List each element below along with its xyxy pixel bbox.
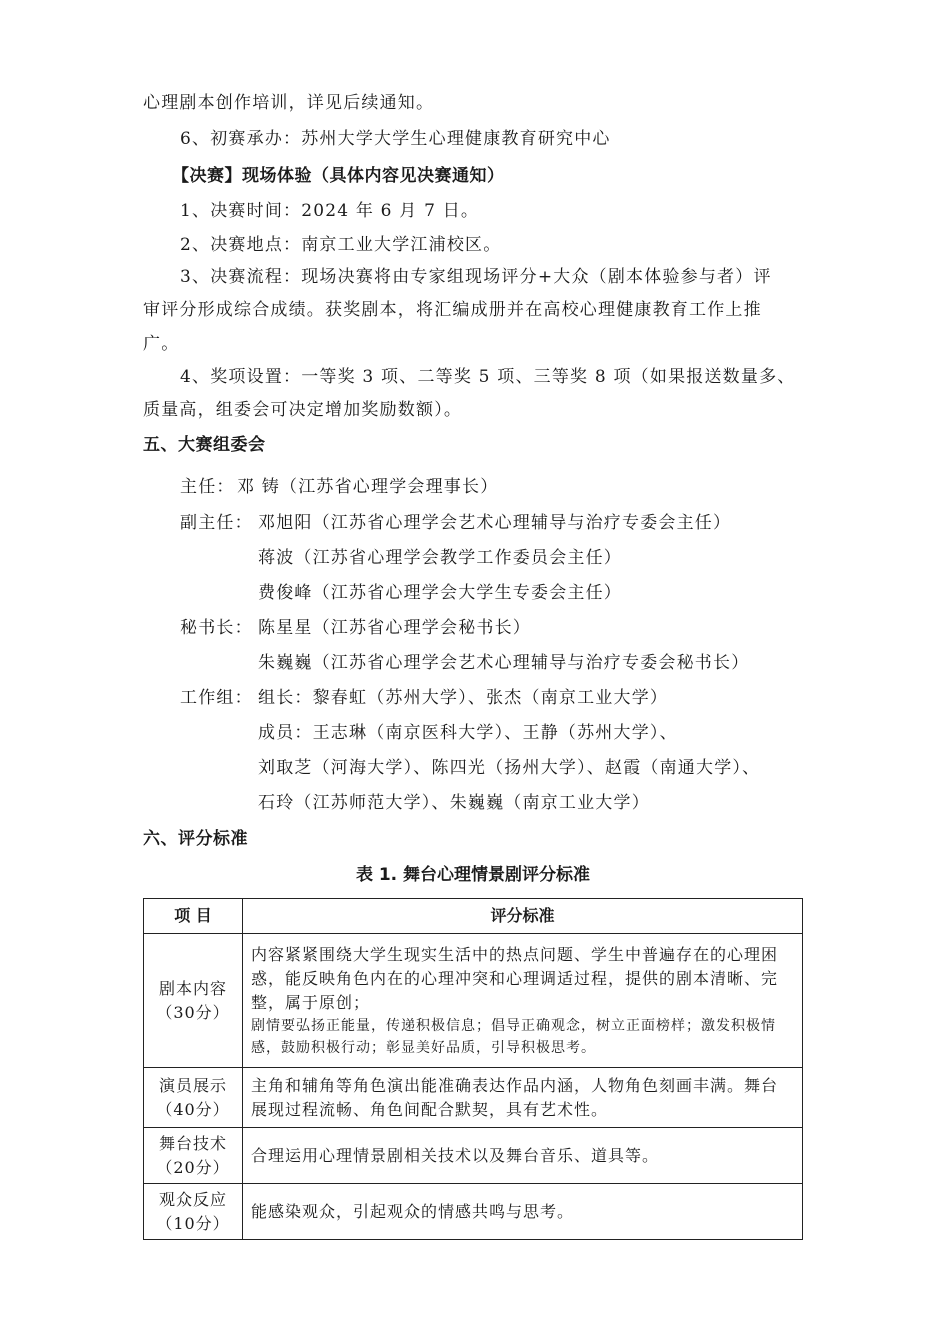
- training-note: 心理剧本创作培训，详见后续通知。: [143, 93, 435, 113]
- table-row: [144, 1068, 803, 1128]
- final-place: 2、决赛地点：南京工业大学江浦校区。: [180, 235, 502, 255]
- table-row: [144, 1184, 803, 1240]
- prelim-host: 6、初赛承办：苏州大学大学生心理健康教育研究中心: [180, 129, 611, 149]
- item-name: 观众反应: [158, 1189, 227, 1209]
- criteria-text: 内容紧紧围绕大学生现实生活中的热点问题、学生中普遍存在的心理困惑，能反映角色内在的心理冲突和心理调适过程，提供的剧本清晰、完整，属于原创；: [251, 944, 779, 1012]
- item-points: （30分）: [156, 1002, 230, 1022]
- vice-director-1: 邓旭阳（江苏省心理学会艺术心理辅导与治疗专委会主任）: [258, 513, 732, 533]
- table-caption: 表 1. 舞台心理情景剧评分标准: [355, 865, 591, 885]
- final-awards: 4、奖项设置：一等奖 3 项、二等奖 5 项、三等奖 8 项（如果报送数量多、: [180, 367, 796, 387]
- header-item: 项 目: [144, 899, 243, 934]
- item-cell: [144, 1068, 243, 1128]
- criteria-cell: 能感染观众，引起观众的情感共鸣与思考。: [243, 1184, 803, 1240]
- header-criteria: 评分标准: [243, 899, 803, 934]
- final-process-end: 广。: [143, 334, 180, 354]
- final-awards-cont: 质量高，组委会可决定增加奖励数额）。: [143, 400, 463, 420]
- final-process-cont: 审评分形成综合成绩。获奖剧本，将汇编成册并在高校心理健康教育工作上推: [143, 300, 762, 320]
- final-process: 3、决赛流程：现场决赛将由专家组现场评分+大众（剧本体验参与者）评: [180, 267, 772, 287]
- criteria-cell: [243, 934, 803, 1068]
- final-time: 1、决赛时间：2024 年 6 月 7 日。: [180, 201, 480, 221]
- director-name: 邓 铸（江苏省心理学会理事长）: [237, 477, 499, 497]
- item-cell: [144, 934, 243, 1068]
- work-group-leaders: 组长：黎春虹（苏州大学）、张杰（南京工业大学）: [258, 688, 669, 708]
- work-group-members: 成员：王志琳（南京医科大学）、王静（苏州大学）、: [258, 723, 678, 743]
- table-row: [144, 934, 803, 1068]
- table-header-row: [144, 899, 803, 934]
- vice-director-label: 副主任：: [180, 513, 253, 533]
- vice-director-3: 费俊峰（江苏省心理学会大学生专委会主任）: [258, 583, 622, 603]
- item-cell: [144, 1128, 243, 1184]
- scoring-heading: 六、评分标准: [143, 829, 248, 849]
- work-group-members-end: 石玲（江苏师范大学）、朱巍巍（南京工业大学）: [258, 793, 650, 813]
- criteria-extra: 剧情要弘扬正能量，传递积极信息；倡导正确观念，树立正面榜样；激发积极情感，鼓励积极行动；彰显美好品质，引导积极思考。: [251, 1017, 776, 1056]
- item-name: 剧本内容: [158, 978, 227, 998]
- item-cell: [144, 1184, 243, 1240]
- table-row: [144, 1128, 803, 1184]
- secretary-1: 陈星星（江苏省心理学会秘书长）: [258, 618, 531, 638]
- item-name: 舞台技术: [158, 1133, 227, 1153]
- item-points: （20分）: [156, 1157, 230, 1177]
- criteria-cell: 合理运用心理情景剧相关技术以及舞台音乐、道具等。: [243, 1128, 803, 1184]
- criteria-cell: 主角和辅角等角色演出能准确表达作品内涵，人物角色刻画丰满。舞台展现过程流畅、角色间配合默契，具有艺术性。: [243, 1068, 803, 1128]
- item-points: （10分）: [156, 1213, 230, 1233]
- secretary-2: 朱巍巍（江苏省心理学会艺术心理辅导与治疗专委会秘书长）: [258, 653, 750, 673]
- work-group-label: 工作组：: [180, 688, 253, 708]
- item-points: （40分）: [156, 1099, 230, 1119]
- director-label: 主任：: [180, 477, 235, 497]
- item-name: 演员展示: [158, 1075, 227, 1095]
- scoring-table: [143, 898, 803, 1240]
- secretary-label: 秘书长：: [180, 618, 253, 638]
- committee-heading: 五、大赛组委会: [143, 435, 266, 455]
- vice-director-2: 蒋波（江苏省心理学会教学工作委员会主任）: [258, 548, 622, 568]
- final-heading: 【决赛】现场体验（具体内容见决赛通知）: [172, 166, 505, 186]
- work-group-members-cont: 刘取芝（河海大学）、陈四光（扬州大学）、赵霞（南通大学）、: [258, 758, 761, 778]
